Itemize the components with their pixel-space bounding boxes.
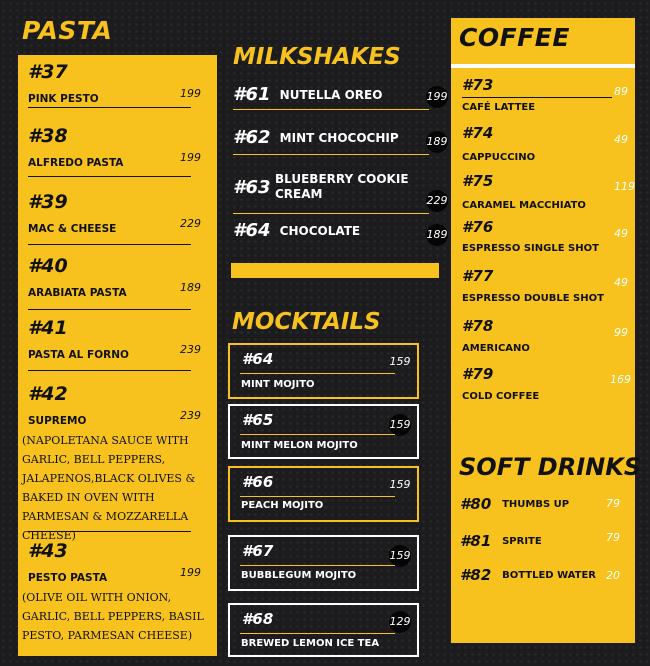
item-name: AMERICANO [462, 343, 530, 354]
coffee-heading: COFFEE [459, 23, 570, 52]
item-name: BUBBLEGUM MOJITO [241, 570, 357, 581]
menu-item [233, 220, 448, 241]
item-name: PASTA AL FORNO [28, 349, 129, 361]
item-number: #38 [28, 125, 68, 147]
item-price: 89 [614, 85, 628, 98]
menu-item [228, 343, 419, 399]
item-price: 20 [606, 569, 620, 582]
menu-item [233, 127, 448, 148]
item-name: MINT CHOCOCHIP [279, 130, 399, 145]
menu-item [460, 566, 596, 584]
item-number: #81 [460, 532, 492, 550]
menu-item [28, 125, 213, 167]
item-number: #63 [233, 177, 271, 198]
item-name: ALFREDO PASTA [28, 157, 124, 169]
divider [233, 213, 429, 214]
item-price: 189 [426, 131, 448, 153]
item-price: 49 [614, 227, 628, 240]
menu-item [28, 255, 213, 297]
divider [28, 531, 191, 532]
item-number: #61 [233, 84, 271, 105]
menu-item [233, 84, 448, 105]
divider [28, 107, 191, 108]
menu-item [28, 317, 213, 359]
pasta-heading: PASTA [22, 16, 113, 45]
item-price: 239 [180, 343, 201, 356]
item-number: #75 [462, 172, 494, 190]
item-name: PINK PESTO [28, 93, 99, 105]
item-price: 159 [389, 355, 411, 368]
item-name: THUMBS UP [502, 499, 570, 510]
divider [240, 434, 395, 435]
menu-item [28, 61, 213, 103]
item-name: SPRITE [502, 536, 542, 547]
item-number: #82 [460, 566, 492, 584]
item-price: 169 [610, 373, 631, 386]
item-number: #43 [28, 540, 68, 562]
item-price: 119 [614, 180, 635, 193]
soft-drinks-heading: SOFT DRINKS [459, 453, 642, 481]
item-price: 199 [180, 87, 201, 100]
divider [240, 373, 395, 374]
divider [233, 154, 429, 155]
divider [28, 176, 191, 177]
item-number: #77 [462, 267, 494, 285]
item-number: #37 [28, 61, 68, 83]
menu-item [228, 535, 419, 591]
item-price: 199 [426, 86, 448, 108]
menu-item [460, 495, 569, 513]
item-number: #79 [462, 365, 494, 383]
item-price: 99 [614, 326, 628, 339]
item-price: 159 [389, 545, 411, 567]
item-name: CARAMEL MACCHIATO [462, 200, 586, 211]
item-number: #40 [28, 255, 68, 277]
item-name: CAPPUCCINO [462, 152, 536, 163]
item-name: CAFÉ LATTEE [462, 102, 536, 113]
item-name: SUPREMO [28, 415, 87, 427]
item-name: CHOCOLATE [279, 223, 361, 238]
item-name: BLUEBERRY COOKIE CREAM [275, 172, 409, 201]
divider [28, 309, 191, 310]
item-price: 159 [389, 414, 411, 436]
item-price: 79 [606, 531, 620, 544]
item-price: 129 [389, 611, 411, 633]
item-name: NUTELLA OREO [279, 87, 383, 102]
item-price: 239 [180, 409, 201, 422]
item-number: #42 [28, 383, 68, 405]
item-number: #66 [242, 473, 274, 491]
item-number: #62 [233, 127, 271, 148]
item-name: PESTO PASTA [28, 572, 108, 584]
item-price: 229 [426, 190, 448, 212]
menu-item [228, 466, 419, 522]
item-number: #64 [233, 220, 271, 241]
item-name: ESPRESSO SINGLE SHOT [462, 243, 599, 254]
item-name: MINT MELON MOJITO [241, 440, 358, 451]
divider [233, 109, 429, 110]
item-number: #65 [242, 411, 274, 429]
item-number: #68 [242, 610, 274, 628]
menu-item [28, 191, 213, 233]
mocktails-heading: MOCKTAILS [232, 309, 381, 335]
item-number: #80 [460, 495, 492, 513]
item-price: 159 [389, 478, 411, 491]
item-number: #74 [462, 124, 494, 142]
decorative-bar [231, 263, 439, 278]
item-name: MAC & CHEESE [28, 223, 117, 235]
divider [462, 97, 612, 98]
item-description: (OLIVE OIL WITH ONION, GARLIC, BELL PEPPERS, BASIL PESTO, PARMESAN CHEESE) [22, 591, 204, 642]
menu-item [22, 383, 213, 545]
menu-item [460, 532, 542, 550]
item-number: #78 [462, 317, 494, 335]
item-price: 49 [614, 276, 628, 289]
item-price: 79 [606, 497, 620, 510]
divider [451, 64, 635, 68]
item-number: #76 [462, 218, 494, 236]
item-price: 229 [180, 217, 201, 230]
item-number: #67 [242, 542, 274, 560]
menu-item [228, 603, 419, 657]
item-number: #39 [28, 191, 68, 213]
divider [240, 565, 395, 566]
item-name: ARABIATA PASTA [28, 287, 127, 299]
item-name: BOTTLED WATER [502, 570, 596, 581]
item-number: #41 [28, 317, 68, 339]
divider [28, 370, 191, 371]
item-price: 199 [180, 566, 201, 579]
item-price: 199 [180, 151, 201, 164]
item-name: BREWED LEMON ICE TEA [241, 638, 380, 649]
milkshakes-heading: MILKSHAKES [233, 44, 401, 70]
item-name: MINT MOJITO [241, 379, 315, 390]
menu-item [228, 404, 419, 459]
item-name: COLD COFFEE [462, 391, 540, 402]
item-description: (NAPOLETANA SAUCE WITH GARLIC, BELL PEPPERS, JALAPENOS,BLACK OLIVES & BAKED IN OVEN WITH PARMESAN & MOZZARELLA CHEESE) [22, 434, 196, 542]
item-price: 189 [180, 281, 201, 294]
item-price: 49 [614, 133, 628, 146]
pasta-panel [18, 55, 217, 656]
divider [240, 633, 395, 634]
item-number: #73 [462, 76, 494, 94]
divider [240, 496, 395, 497]
item-price: 189 [426, 224, 448, 246]
menu-item [22, 540, 213, 645]
item-number: #64 [242, 350, 274, 368]
item-name: PEACH MOJITO [241, 500, 324, 511]
divider [28, 244, 191, 245]
item-name: ESPRESSO DOUBLE SHOT [462, 293, 604, 304]
